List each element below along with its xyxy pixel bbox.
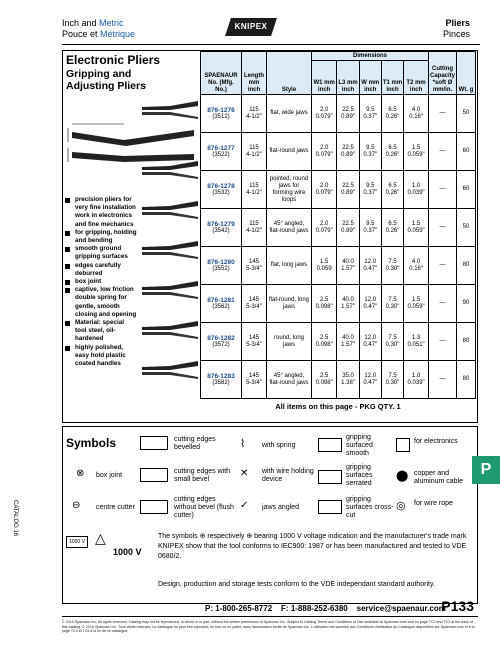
sym-angled: jaws angled bbox=[262, 504, 299, 511]
iec-note: The symbols ⊕ respectively ⊕ bearing 1000 V voltage indication and the manufacturer's trade mark KNIPEX show that the tool conforms to IEC900: 1987 or has been manufactured and tested to VDE 0680/2. bbox=[158, 533, 467, 560]
cell-value: 0.059" bbox=[407, 151, 425, 158]
col-length: Length mm inch bbox=[242, 52, 267, 95]
cell-value: 6.5 bbox=[388, 182, 397, 189]
cell-value: 1.57" bbox=[341, 303, 355, 310]
cell-value: 0.26" bbox=[385, 151, 400, 158]
cell-value: 0.89" bbox=[341, 151, 355, 158]
cell-value: 4-1/2" bbox=[246, 189, 262, 196]
feature-item: highly polished, easy hold plastic coated handles bbox=[65, 344, 137, 369]
cell-value: 6.5 bbox=[388, 106, 397, 113]
header-rule bbox=[62, 44, 480, 45]
cell-value: 1.3 bbox=[411, 334, 421, 341]
cell-value: 4.0 bbox=[411, 106, 421, 113]
cell-value: (3552) bbox=[212, 265, 230, 272]
cell-value: 1.5 bbox=[411, 220, 421, 227]
plier-image bbox=[140, 158, 200, 180]
smooth-icon bbox=[318, 438, 342, 452]
cell-value: 876-1276 bbox=[207, 106, 235, 114]
sym-spring: with spring bbox=[262, 442, 296, 449]
header-left bbox=[62, 18, 135, 40]
sym-bevelled: cutting edges bevelled bbox=[174, 436, 216, 451]
cell-value: 2.0 bbox=[320, 106, 329, 113]
cell-value: (3532) bbox=[212, 189, 230, 196]
cell-value: 60 bbox=[462, 148, 470, 154]
symbols-title: Symbols bbox=[66, 436, 117, 450]
cell-value: (3542) bbox=[212, 227, 230, 234]
feature-item: for gripping, holding and bending bbox=[65, 229, 137, 245]
footer-contacts bbox=[205, 604, 446, 613]
plier-image bbox=[140, 98, 200, 120]
cell-value: 7.5 bbox=[388, 296, 397, 303]
cell-value: 145 bbox=[248, 334, 259, 341]
feature-item: box joint bbox=[65, 278, 137, 286]
cell-value: 0.26" bbox=[385, 227, 400, 234]
sym-copper: copper and aluminum cable bbox=[414, 470, 464, 485]
table-row bbox=[201, 95, 476, 133]
cell-value: 0.051" bbox=[407, 341, 425, 348]
footer-phone: P: 1-800-265-8772 bbox=[205, 604, 273, 613]
cell-value: 80 bbox=[462, 376, 470, 382]
cell-value: 12.0 bbox=[364, 296, 377, 303]
cell-value: 7.5 bbox=[388, 258, 397, 265]
sym-serrated: gripping surfaces serrated bbox=[346, 464, 373, 487]
header-right bbox=[443, 18, 470, 40]
cell-value: — bbox=[439, 338, 446, 344]
cell-value: (3512) bbox=[212, 113, 230, 120]
sym-centre: centre cutter bbox=[96, 504, 135, 511]
col-dimensions: Dimensions bbox=[312, 52, 429, 61]
triangle-icon: △ bbox=[95, 530, 106, 546]
cell-value: 876-1282 bbox=[207, 334, 235, 342]
cell-value: 145 bbox=[248, 296, 259, 303]
cell-value: pointed, round jaws for forming wire loops bbox=[269, 175, 309, 203]
cell-value: — bbox=[439, 376, 446, 382]
cell-value: 6.5 bbox=[388, 220, 397, 227]
plier-image bbox=[140, 278, 200, 300]
cell-value: 35.0 bbox=[342, 372, 354, 379]
plier-image bbox=[140, 318, 200, 340]
cell-value: 876-1278 bbox=[207, 182, 235, 190]
cell-value: 0.26" bbox=[385, 113, 400, 120]
spec-table bbox=[200, 51, 476, 399]
cell-value: 2.0 bbox=[320, 220, 329, 227]
feature-list bbox=[65, 196, 137, 368]
cell-value: 22.5 bbox=[342, 144, 354, 151]
cell-value: 4-1/2" bbox=[246, 113, 262, 120]
cell-value: (3522) bbox=[212, 151, 230, 158]
cell-value: flat-round jaws bbox=[269, 148, 309, 154]
cell-value: 7.5 bbox=[388, 334, 397, 341]
cell-value: 0.079" bbox=[315, 227, 333, 234]
col-spaenaur: SPAENAUR No. (Mfg. No.) bbox=[201, 52, 242, 95]
cell-value: 0.30" bbox=[385, 303, 400, 310]
cell-value: — bbox=[439, 186, 446, 192]
cell-value: — bbox=[439, 224, 446, 230]
cell-value: 22.5 bbox=[342, 220, 354, 227]
cell-value: 2.0 bbox=[320, 182, 329, 189]
smallbevel-icon bbox=[140, 468, 168, 482]
cell-value: 2.5 bbox=[320, 372, 329, 379]
cell-value: 80 bbox=[462, 338, 470, 344]
header-pouce: Pouce et bbox=[62, 29, 101, 39]
cell-value: 80 bbox=[462, 262, 470, 268]
flush-icon bbox=[140, 500, 168, 514]
col-style: Style bbox=[267, 52, 312, 95]
cell-value: 5-3/4" bbox=[246, 341, 262, 348]
wirerope-icon: ◎ bbox=[396, 500, 406, 512]
cell-value: 90 bbox=[462, 300, 470, 306]
cell-value: — bbox=[439, 262, 446, 268]
cell-value: 1.5 bbox=[320, 258, 329, 265]
header-inch: Inch and bbox=[62, 18, 100, 28]
cell-value: 22.5 bbox=[342, 182, 354, 189]
copper-icon: ⬤ bbox=[396, 470, 409, 482]
cell-value: 4-1/2" bbox=[246, 151, 262, 158]
cell-value: 1.38" bbox=[341, 379, 355, 386]
legal-text: © 2016 Spaenaur Inc. All rights reserved. Catalog may not be reproduced, in whole or in part, without the written permission of Spaenaur Inc. Subject to Catalog Terms and Conditions of Use available at Spaenaur.com and on page TC2 and TC3 at the back of this catalog. © 2016 Spaenaur Inc. Tous droits réservés. Le catalogue ne peut être reproduit, en tout ou en partie, sans l'autorisation écrite de Spaenaur Inc. L'utilisation est soumise aux Conditions d'utilisation du Catalogue disponibles sur Spaenaur.com et à la page TC4 et TC5 à la fin de ce catalogue. bbox=[62, 620, 475, 633]
cell-value: 876-1281 bbox=[207, 296, 235, 304]
cell-value: 40.0 bbox=[342, 334, 354, 341]
feature-item: precision pliers for very fine installation work in electronics and fine mechanics bbox=[65, 196, 137, 229]
cell-value: — bbox=[439, 148, 446, 154]
footer-fax: F: 1-888-252-6380 bbox=[281, 604, 348, 613]
cell-value: 0.16" bbox=[409, 113, 423, 120]
cell-value: 0.30" bbox=[385, 265, 400, 272]
electronics-icon bbox=[396, 438, 410, 452]
cell-value: 0.30" bbox=[385, 341, 400, 348]
cell-value: 9.5 bbox=[366, 106, 375, 113]
plier-image bbox=[140, 358, 200, 380]
table-row bbox=[201, 247, 476, 285]
col-cutting: Cutting Capacity *soft Ø mm/in. bbox=[429, 52, 457, 95]
cell-value: 2.5 bbox=[320, 296, 329, 303]
sym-smooth: gripping surfaced smooth bbox=[346, 434, 373, 457]
feature-item: Material: special tool steel, oil-hardened bbox=[65, 319, 137, 344]
cell-value: 115 bbox=[249, 182, 259, 189]
symbols-panel bbox=[62, 426, 478, 604]
cell-value: 0.30" bbox=[385, 379, 400, 386]
crosscut-icon bbox=[318, 500, 342, 514]
section-title: Electronic Pliers bbox=[66, 53, 161, 67]
cell-value: 45° angled, flat-round jaws bbox=[269, 220, 309, 234]
cell-value: 1.5 bbox=[411, 144, 421, 151]
cell-value: 0.079" bbox=[315, 189, 333, 196]
centre-icon: ⊖ bbox=[72, 500, 81, 511]
cell-value: 60 bbox=[462, 186, 470, 192]
cell-value: (3562) bbox=[212, 303, 230, 310]
sym-smallbevel: cutting edges with small bevel bbox=[174, 468, 231, 483]
sym-flush: cutting edges without bevel (flush cutter) bbox=[174, 496, 234, 519]
plier-image bbox=[140, 238, 200, 260]
footer-rule bbox=[62, 616, 478, 617]
volt-label: 1000 V bbox=[113, 547, 142, 557]
cell-value: 0.26" bbox=[385, 189, 400, 196]
wire-icon: ✕ bbox=[240, 468, 249, 479]
header-pinces: Pinces bbox=[442, 29, 470, 39]
cell-value: (3572) bbox=[212, 341, 230, 348]
cell-value: 12.0 bbox=[364, 372, 377, 379]
cell-value: 1.5 bbox=[411, 296, 421, 303]
table-row bbox=[201, 209, 476, 247]
cell-value: 0.059" bbox=[407, 227, 425, 234]
cell-value: 12.0 bbox=[364, 334, 377, 341]
cell-value: 115 bbox=[249, 144, 259, 151]
cell-value: 5-3/4" bbox=[246, 265, 262, 272]
catalog-label: CATALOG 16 bbox=[12, 500, 18, 537]
cell-value: 0.039" bbox=[407, 379, 425, 386]
sym-wirerope: for wire rope bbox=[414, 500, 453, 507]
cell-value: 2.5 bbox=[320, 334, 329, 341]
cell-value: — bbox=[439, 110, 446, 116]
cell-value: 5-3/4" bbox=[246, 379, 262, 386]
cell-value: — bbox=[439, 300, 446, 306]
cell-value: 0.079" bbox=[315, 151, 333, 158]
cell-value: 0.47" bbox=[363, 303, 378, 310]
cell-value: 2.0 bbox=[320, 144, 329, 151]
cell-value: 0.37" bbox=[363, 151, 378, 158]
cell-value: (3582) bbox=[212, 379, 230, 386]
col-t2: T2 mm inch bbox=[404, 61, 429, 95]
cell-value: 876-1279 bbox=[207, 220, 235, 228]
cell-value: 50 bbox=[462, 224, 470, 230]
cell-value: 115 bbox=[249, 106, 259, 113]
cell-value: 876-1280 bbox=[207, 258, 235, 266]
col-w1: W1 mm inch bbox=[312, 61, 337, 95]
cell-value: 5-3/4" bbox=[246, 303, 262, 310]
cell-value: 9.5 bbox=[366, 182, 375, 189]
pkg-qty: All items on this page - PKG QTY. 1 bbox=[275, 402, 401, 411]
col-w: W mm inch bbox=[359, 61, 381, 95]
vde-note: Design, production and storage tests conform to the VDE independant standard authority. bbox=[158, 581, 435, 588]
col-t1: T1 mm inch bbox=[381, 61, 403, 95]
cell-value: 1.0 bbox=[411, 182, 421, 189]
sym-electronics: for electronics bbox=[414, 438, 458, 445]
cell-value: 0.37" bbox=[363, 227, 378, 234]
cell-value: 4-1/2" bbox=[246, 227, 262, 234]
sym-wire: with wire holding device bbox=[262, 468, 314, 483]
knipex-logo: KNIPEX bbox=[225, 18, 277, 36]
cell-value: 0.079" bbox=[315, 113, 333, 120]
cell-value: 115 bbox=[249, 220, 259, 227]
cell-value: 0.47" bbox=[363, 265, 378, 272]
cell-value: 1.0 bbox=[411, 372, 421, 379]
sym-crosscut: gripping surfaces cross-cut bbox=[346, 496, 394, 519]
page-number: P133 bbox=[441, 598, 474, 614]
cell-value: 0.16" bbox=[409, 265, 423, 272]
boxjoint-icon: ⊗ bbox=[76, 468, 85, 479]
cell-value: 0.47" bbox=[363, 379, 378, 386]
cell-value: 1.57" bbox=[341, 341, 355, 348]
cell-value: 0.37" bbox=[363, 113, 378, 120]
cell-value: 145 bbox=[248, 372, 259, 379]
bevelled-icon bbox=[140, 436, 168, 450]
cell-value: 50 bbox=[462, 110, 470, 116]
cell-value: 9.5 bbox=[366, 220, 375, 227]
cell-value: 0.059 bbox=[316, 265, 332, 272]
cell-value: 12.0 bbox=[364, 258, 377, 265]
cell-value: 0.89" bbox=[341, 227, 355, 234]
cell-value: flat, long jaws bbox=[270, 262, 308, 268]
col-wt: Wt. g bbox=[457, 52, 476, 95]
plier-image bbox=[140, 198, 200, 220]
header-metric: Metric bbox=[99, 18, 124, 28]
col-l3: L3 mm inch bbox=[337, 61, 359, 95]
cell-value: round, long jaws bbox=[273, 334, 305, 348]
cell-value: 0.47" bbox=[363, 341, 378, 348]
cell-value: 0.89" bbox=[341, 189, 355, 196]
sym-boxjoint: box joint bbox=[96, 472, 123, 479]
table-row bbox=[201, 133, 476, 171]
table-row bbox=[201, 171, 476, 209]
volt-badge-icon: 1000 V bbox=[66, 536, 88, 548]
header-metrique: Métrique bbox=[100, 29, 136, 39]
cell-value: 0.098" bbox=[315, 341, 333, 348]
cell-value: flat, wide jaws bbox=[270, 110, 308, 116]
section-subtitle: Gripping and Adjusting Pliers bbox=[66, 68, 146, 92]
feature-item: edges carefully deburred bbox=[65, 262, 137, 278]
cell-value: 0.89" bbox=[341, 113, 355, 120]
cell-value: flat-round, long jaws bbox=[268, 296, 310, 310]
feature-item: captive, low friction double spring for gentle, smooth closing and opening bbox=[65, 286, 137, 319]
cell-value: 7.5 bbox=[388, 372, 397, 379]
section-tab[interactable]: P bbox=[472, 456, 500, 484]
cell-value: 145 bbox=[248, 258, 259, 265]
cell-value: 6.5 bbox=[388, 144, 397, 151]
spring-icon: ⌇ bbox=[240, 438, 246, 450]
cell-value: 40.0 bbox=[342, 296, 354, 303]
header-pliers: Pliers bbox=[445, 18, 470, 28]
cell-value: 876-1283 bbox=[207, 372, 235, 380]
cell-value: 0.098" bbox=[315, 379, 333, 386]
cell-value: 0.37" bbox=[363, 189, 378, 196]
cell-value: 9.5 bbox=[366, 144, 375, 151]
cell-value: 0.039" bbox=[407, 189, 425, 196]
cell-value: 22.5 bbox=[342, 106, 354, 113]
cell-value: 1.57" bbox=[341, 265, 355, 272]
table-row bbox=[201, 285, 476, 323]
cell-value: 0.059" bbox=[407, 303, 425, 310]
cell-value: 4.0 bbox=[411, 258, 421, 265]
feature-item: smooth ground gripping surfaces bbox=[65, 245, 137, 261]
table-row bbox=[201, 361, 476, 399]
cell-value: 876-1277 bbox=[207, 144, 235, 152]
cell-value: 0.098" bbox=[315, 303, 333, 310]
cell-value: 45° angled, flat-round jaws bbox=[269, 372, 309, 386]
table-row bbox=[201, 323, 476, 361]
serrated-icon bbox=[318, 470, 342, 484]
footer-email[interactable]: service@spaenaur.com bbox=[356, 604, 446, 613]
angled-icon: ✓ bbox=[240, 500, 249, 511]
cell-value: 40.0 bbox=[342, 258, 354, 265]
